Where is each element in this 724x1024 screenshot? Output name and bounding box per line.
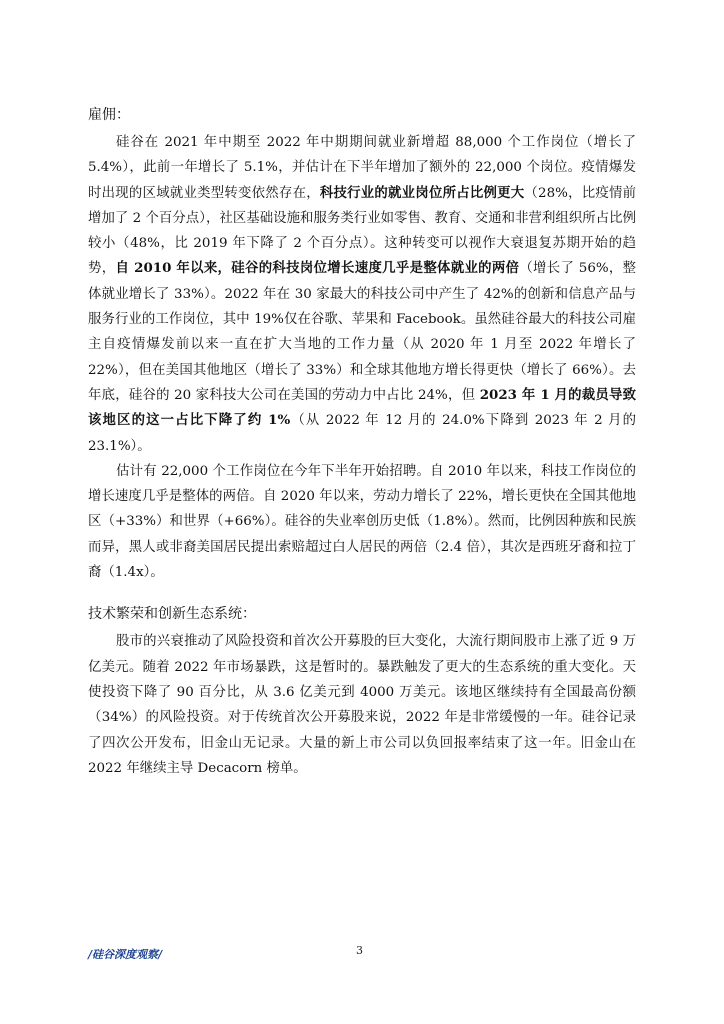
text-run: （28%，比疫情前增加了 2 个百分点），社区基础设施和服务类行业如零售、教育、交通和非营利组织所占比例较小（48%，比 2019 年下降了 2 个百分点）。这种转变可以视作大衰退复苏期开始的趋势， [88, 185, 637, 277]
bold-run-tech-growth: 自 2010 年以来，硅谷的科技岗位增长速度几乎是整体就业的两倍 [115, 260, 520, 277]
employment-paragraph-2: 估计有 22,000 个工作岗位在今年下半年开始招聘。自 2010 年以来，科技工作岗位的增长速度几乎是整体的两倍。自 2020 年以来，劳动力增长了 22%，增长更快在全国其他地区（+33%）和世界（+66%）。硅谷的失业率创历史低（1.8%）。然而，比例因种族和民族而异，黑人或非裔美国居民提出索赔超过白人居民的两倍（2.4 倍），其次是西班牙裔和拉丁裔（1.4x）。 [88, 463, 636, 581]
tech-innovation-heading: 技术繁荣和创新生态系统： [88, 606, 256, 623]
bold-run-tech-share: 科技行业的就业岗位所占比例更大 [319, 184, 525, 201]
employment-paragraph-1 [88, 130, 636, 459]
text-run: （增长了 56%，整体就业增长了 33%）。2022 年在 30 家最大的科技公司中产生了 42%的创新和信息产品与服务行业的工作岗位，其中 19%仅在谷歌、苹果和 Facebook。虽然硅谷最大的科技公司雇主自疫情爆发前以来一直在扩大当地的工作力量（从 2020 年 1 月至 2022 年增长了 22%），但在美国其他地区（增长了 33%）和全球其他地方增长得更快（增长了 66%）。去年底，硅谷的 20 家科技大公司在美国的劳动力中占比 24%，但 [88, 261, 636, 403]
employment-heading: 雇佣： [88, 107, 130, 123]
footer-series-label: /硅谷深度观察/ [88, 948, 163, 961]
page-number: 3 [356, 944, 363, 957]
tech-innovation-paragraph: 股市的兴衰推动了风险投资和首次公开募股的巨大变化，大流行期间股市上涨了近 9 万亿美元。随着 2022 年市场暴跌，这是暂时的。暴跌触发了更大的生态系统的重大变化。天使投资下降了 90 百分比，从 3.6 亿美元到 4000 万美元。该地区继续持有全国最高份额（34%）的风险投资。对于传统首次公开募股来说，2022 年是非常缓慢的一年。硅谷记录了四次公开发布，旧金山无记录。大量的新上市公司以负回报率结束了这一年。旧金山在 2022 年继续主导 Decacorn 榜单。 [88, 634, 636, 776]
section-spacer [88, 585, 636, 603]
text-run: （从 2022 年 12 月的 24.0%下降到 2023 年 2 月的 23.1%）。 [88, 413, 637, 454]
page-content [88, 104, 636, 781]
bold-run-layoffs: 2023 年 1 月的裁员导致该地区的这一占比下降了约 1% [88, 386, 637, 429]
text-run: 硅谷在 2021 年中期至 2022 年中期期间就业新增超 88,000 个工作岗位（增长了 5.4%），此前一年增长了 5.1%，并估计在下半年增加了额外的 22,000 个岗位。疫情爆发时出现的区域就业类型转变依然存在， [88, 135, 636, 201]
